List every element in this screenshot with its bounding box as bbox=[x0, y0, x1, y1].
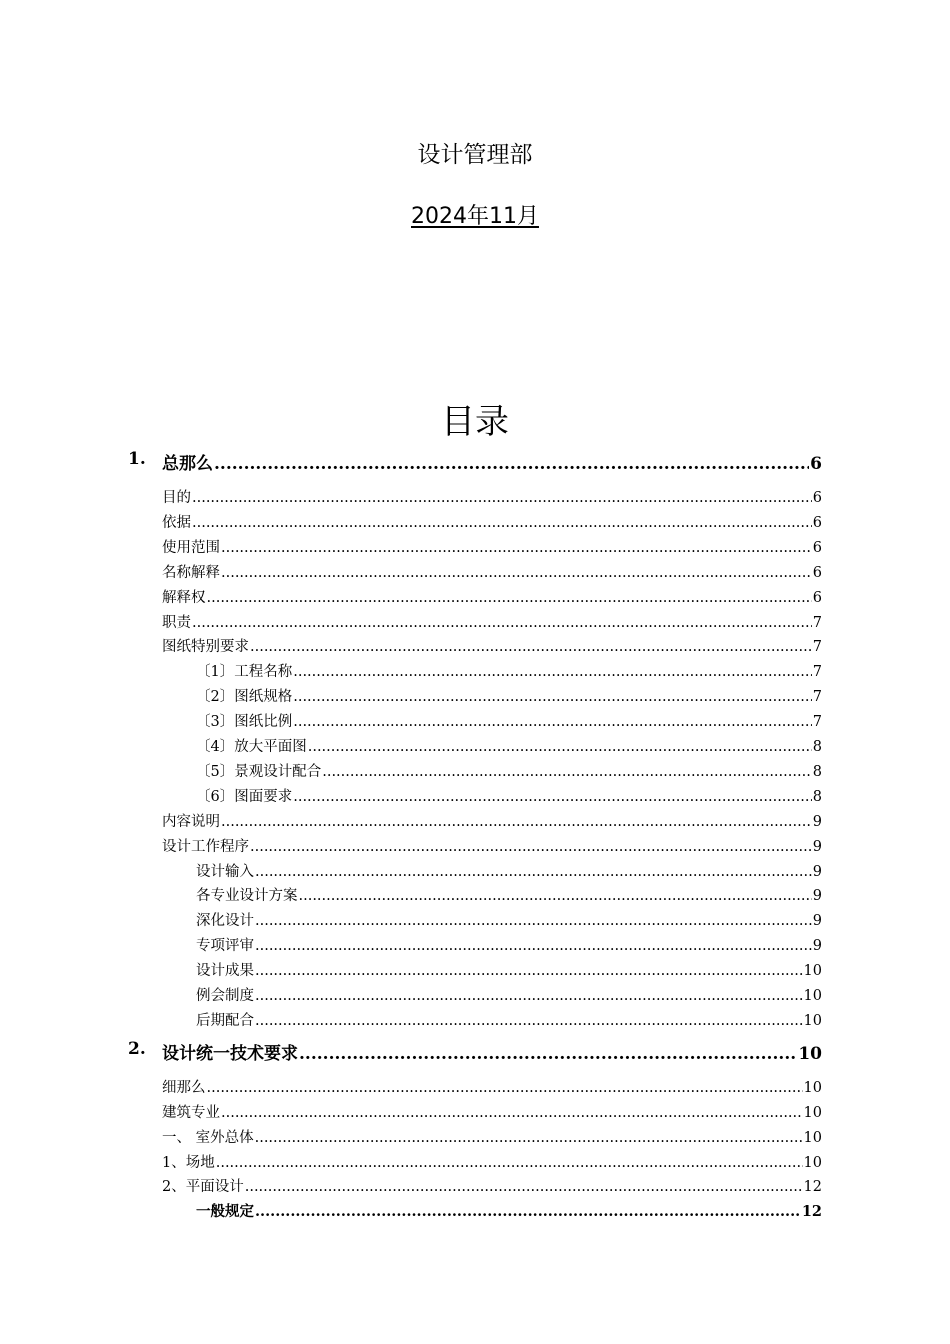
toc-leader-dots bbox=[250, 839, 812, 855]
toc-leader-dots bbox=[221, 565, 812, 581]
toc-leader-dots bbox=[221, 814, 812, 830]
toc-leader-dots bbox=[192, 615, 812, 631]
toc-entry-label: 使用范围 bbox=[162, 539, 220, 556]
toc-entry-label: 一、 室外总体 bbox=[162, 1129, 254, 1146]
toc-entry-label: 〔5〕景观设计配合 bbox=[196, 763, 322, 780]
toc-entry-page: 9 bbox=[812, 838, 822, 855]
toc-entry-label: 细那么 bbox=[162, 1079, 206, 1096]
toc-leader-dots bbox=[207, 1080, 803, 1096]
toc-leader-dots bbox=[255, 938, 812, 954]
toc-entry-page: 10 bbox=[803, 1079, 822, 1096]
toc-entry[interactable] bbox=[162, 561, 822, 582]
toc-entry-label: 内容说明 bbox=[162, 813, 220, 830]
toc-entry-page: 10 bbox=[803, 1154, 822, 1171]
toc-entry-page: 9 bbox=[812, 938, 822, 955]
toc-entry[interactable] bbox=[196, 934, 822, 955]
toc-entry-page: 10 bbox=[803, 1104, 822, 1121]
toc-entry-label: 〔6〕图面要求 bbox=[196, 788, 293, 805]
toc-leader-dots bbox=[221, 540, 812, 556]
toc-leader-dots bbox=[255, 1130, 803, 1146]
toc-entry-page: 8 bbox=[812, 763, 822, 780]
toc-entry-page: 8 bbox=[812, 788, 822, 805]
toc-entry[interactable] bbox=[196, 710, 822, 731]
toc-entry-label: 后期配合 bbox=[196, 1012, 254, 1029]
toc-entry-label: 〔1〕工程名称 bbox=[196, 664, 293, 681]
toc-entry-label: 例会制度 bbox=[196, 988, 254, 1004]
toc-leader-dots bbox=[293, 664, 812, 680]
toc-leader-dots bbox=[255, 963, 803, 979]
toc-entry-label: 〔2〕图纸规格 bbox=[196, 689, 293, 706]
toc-entry-page: 12 bbox=[803, 1179, 822, 1196]
toc-leader-dots bbox=[250, 639, 812, 655]
toc-entry-label: 〔4〕放大平面图 bbox=[196, 739, 307, 755]
toc-entry[interactable] bbox=[196, 959, 822, 980]
toc-title: 目录 bbox=[441, 402, 509, 442]
toc-entry[interactable] bbox=[196, 785, 822, 806]
toc-entry[interactable] bbox=[196, 884, 822, 905]
toc-entry[interactable] bbox=[196, 685, 822, 706]
toc-entry-page: 6 bbox=[812, 539, 822, 556]
toc-entry-label: 建筑专业 bbox=[162, 1104, 220, 1121]
toc-entry-page: 9 bbox=[812, 813, 822, 830]
toc-entry-page: 6 bbox=[812, 490, 822, 506]
toc-entry[interactable] bbox=[162, 536, 822, 557]
toc-entry-number: 2. bbox=[128, 1038, 146, 1059]
toc-entry-page: 8 bbox=[812, 739, 822, 755]
toc-entry-page: 10 bbox=[803, 988, 822, 1004]
toc-entry[interactable] bbox=[128, 1038, 822, 1064]
toc-entry-page: 10 bbox=[803, 963, 822, 980]
toc-entry-page: 9 bbox=[812, 913, 822, 930]
toc-entry[interactable] bbox=[196, 660, 822, 681]
toc-leader-dots bbox=[293, 789, 812, 805]
document-date-text: 2024年11月 bbox=[411, 204, 539, 229]
toc-entry-page: 9 bbox=[812, 863, 822, 880]
toc-entry-page: 7 bbox=[812, 614, 822, 631]
toc-leader-dots bbox=[216, 1155, 803, 1171]
toc-leader-dots bbox=[255, 1203, 801, 1220]
toc-leader-dots bbox=[255, 864, 812, 880]
toc-entry-label: 深化设计 bbox=[196, 913, 254, 930]
toc-leader-dots bbox=[299, 1044, 797, 1064]
toc-entry-page: 7 bbox=[812, 664, 822, 681]
toc-entry-page: 9 bbox=[812, 888, 822, 905]
toc-entry[interactable] bbox=[162, 511, 822, 532]
toc-entry-page: 10 bbox=[798, 1043, 822, 1064]
toc-entry-page: 12 bbox=[801, 1203, 822, 1221]
toc-entry-page: 7 bbox=[812, 689, 822, 706]
toc-entry-page: 6 bbox=[812, 564, 822, 581]
toc-entry-label: 目的 bbox=[162, 490, 191, 506]
toc-entry-page: 10 bbox=[803, 1012, 822, 1029]
toc-entry-label: 各专业设计方案 bbox=[196, 888, 298, 905]
toc-entry[interactable] bbox=[196, 735, 822, 756]
toc-entry-label: 专项评审 bbox=[196, 938, 254, 955]
toc-entry[interactable] bbox=[162, 1151, 822, 1172]
toc-entry-label: 名称解释 bbox=[162, 564, 220, 581]
toc-leader-dots bbox=[192, 515, 812, 531]
toc-entry[interactable] bbox=[196, 984, 822, 1005]
toc-entry-page: 7 bbox=[812, 714, 822, 731]
toc-leader-dots bbox=[255, 988, 803, 1004]
toc-entry[interactable] bbox=[162, 635, 822, 656]
toc-leader-dots bbox=[221, 1105, 803, 1121]
toc-entry-page: 6 bbox=[812, 514, 822, 531]
toc-entry-label: 设计工作程序 bbox=[162, 838, 249, 855]
toc-entry-label: 2、平面设计 bbox=[162, 1179, 244, 1196]
toc-entry[interactable] bbox=[162, 1076, 822, 1097]
toc-entry[interactable] bbox=[162, 486, 822, 507]
toc-leader-dots bbox=[207, 590, 812, 606]
toc-entry[interactable] bbox=[162, 586, 822, 607]
toc-leader-dots bbox=[245, 1179, 803, 1195]
toc-entry-label: 设计统一技术要求 bbox=[162, 1043, 298, 1064]
toc-entry-label: 一般规定 bbox=[196, 1203, 254, 1221]
toc-entry-label: 解释权 bbox=[162, 589, 206, 606]
toc-leader-dots bbox=[255, 913, 812, 929]
toc-entry[interactable] bbox=[162, 810, 822, 831]
toc-entry-page: 6 bbox=[810, 454, 822, 474]
department-name: 设计管理部 bbox=[417, 142, 533, 168]
toc-entry[interactable] bbox=[196, 760, 822, 781]
toc-entry-label: 总那么 bbox=[162, 454, 213, 474]
toc-entry-label: 设计输入 bbox=[196, 863, 254, 880]
toc-entry[interactable] bbox=[162, 611, 822, 632]
toc-entry[interactable] bbox=[196, 1200, 822, 1221]
toc-leader-dots bbox=[299, 888, 812, 904]
toc-entry[interactable] bbox=[196, 1009, 822, 1030]
toc-leader-dots bbox=[322, 764, 812, 780]
toc-entry-page: 7 bbox=[812, 639, 822, 656]
toc-entry[interactable] bbox=[162, 1175, 822, 1196]
document-date bbox=[0, 199, 950, 230]
toc-entry[interactable] bbox=[162, 1101, 822, 1122]
toc-entry-label: 职责 bbox=[162, 614, 191, 631]
toc-entry[interactable] bbox=[128, 449, 822, 474]
toc-leader-dots bbox=[255, 1013, 803, 1029]
toc-entry[interactable] bbox=[196, 860, 822, 881]
toc-entry-label: 依据 bbox=[162, 514, 191, 531]
toc-entry-number: 1. bbox=[128, 449, 146, 469]
toc-entry-label: 图纸特别要求 bbox=[162, 639, 249, 656]
toc-leader-dots bbox=[192, 490, 812, 506]
toc-entry-label: 1、场地 bbox=[162, 1154, 215, 1171]
toc-leader-dots bbox=[214, 454, 809, 474]
toc-entry-page: 10 bbox=[803, 1129, 822, 1146]
toc-leader-dots bbox=[308, 739, 812, 755]
toc-leader-dots bbox=[293, 689, 812, 705]
toc-entry[interactable] bbox=[162, 835, 822, 856]
toc-leader-dots bbox=[293, 714, 812, 730]
toc-entry[interactable] bbox=[196, 909, 822, 930]
toc-entry-page: 6 bbox=[812, 589, 822, 606]
toc-entry[interactable] bbox=[162, 1126, 822, 1147]
toc-entry-label: 〔3〕图纸比例 bbox=[196, 714, 293, 731]
toc-entry-label: 设计成果 bbox=[196, 963, 254, 980]
